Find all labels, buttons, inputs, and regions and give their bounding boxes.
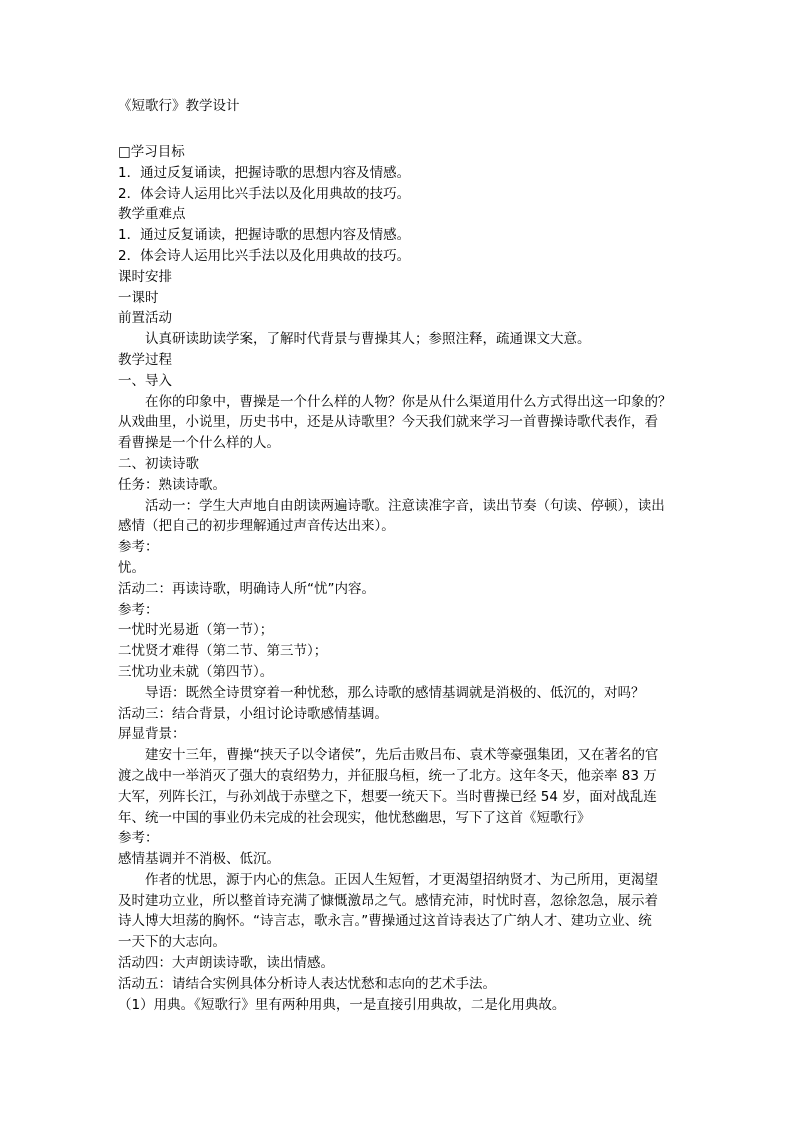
- text-line: 感情基调并不消极、低沉。: [118, 851, 280, 868]
- text-line: 教学重难点: [118, 206, 186, 223]
- text-line: 一天下的大志向。: [118, 934, 226, 951]
- text-line: 年、统一中国的事业仍未完成的社会现实，他忧愁幽思，写下了这首《短歌行》: [118, 809, 591, 826]
- text-line: 三忧功业未就（第四节）。: [118, 663, 274, 680]
- text-line: 二、初读诗歌: [118, 455, 199, 472]
- document-page: [118, 96, 678, 1015]
- text-line: 活动四：大声朗读诗歌，读出情感。: [118, 955, 334, 972]
- text-line: 及时建功立业，所以整首诗充满了慷慨激昂之气。感情充沛，时忧时喜，忽徐忽急，展示着: [118, 892, 658, 909]
- text-line: 认真研读助读学案，了解时代背景与曹操其人；参照注释，疏通课文大意。: [145, 331, 591, 348]
- text-line: 教学过程: [118, 351, 172, 368]
- document-title: 《短歌行》教学设计: [118, 98, 240, 114]
- text-line: 活动二：再读诗歌，明确诗人所“忧”内容。: [118, 580, 375, 597]
- text-line: 建安十三年，曹操“挟天子以令诸侯”，先后击败吕布、袁术等豪强集团，又在著名的官: [145, 747, 659, 764]
- text-line: 1．通过反复诵读，把握诗歌的思想内容及情感。: [118, 164, 411, 181]
- text-line: 参考：: [118, 539, 159, 556]
- text-line: □学习目标: [118, 144, 185, 160]
- text-line: 前置活动: [118, 310, 172, 327]
- text-line: （1）用典。《短歌行》里有两种用典，一是直接引用典故，二是化用典故。: [118, 996, 566, 1013]
- text-line: 2．体会诗人运用比兴手法以及化用典故的技巧。: [118, 185, 411, 202]
- text-line: 课时安排: [118, 268, 172, 285]
- text-line: 作者的忧思，源于内心的焦急。正因人生短暂，才更渴望招纳贤才、为己所用，更渴望: [145, 871, 658, 888]
- text-line: 从戏曲里，小说里，历史书中，还是从诗歌里？今天我们就来学习一首曹操诗歌代表作，看: [118, 414, 658, 431]
- text-line: 感情（把自己的初步理解通过声音传达出来）。: [118, 518, 395, 535]
- text-line: 参考：: [118, 601, 159, 618]
- text-line: 忧。: [118, 559, 145, 576]
- text-line: 看曹操是一个什么样的人。: [118, 435, 280, 452]
- text-line: 活动五：请结合实例具体分析诗人表达忧愁和志向的艺术手法。: [118, 975, 496, 992]
- text-line: 1．通过反复诵读，把握诗歌的思想内容及情感。: [118, 227, 411, 244]
- text-line: 二忧贤才难得（第二节、第三节）；: [118, 643, 328, 660]
- text-line: 2．体会诗人运用比兴手法以及化用典故的技巧。: [118, 247, 411, 264]
- text-line: 一忧时光易逝（第一节）；: [118, 622, 274, 639]
- text-line: 导语：既然全诗贯穿着一种忧愁，那么诗歌的感情基调就是消极的、低沉的，对吗？: [145, 684, 645, 701]
- text-line: 一、导入: [118, 372, 172, 389]
- text-line: 渡之战中一举消灭了强大的袁绍势力，并征服乌桓，统一了北方。这年冬天，他亲率 83 万: [118, 767, 657, 784]
- text-line: 活动三：结合背景，小组讨论诗歌感情基调。: [118, 705, 388, 722]
- text-line: 活动一：学生大声地自由朗读两遍诗歌。注意读准字音，读出节奏（句读、停顿），读出: [145, 497, 665, 514]
- text-line: 在你的印象中，曹操是一个什么样的人物？你是从什么渠道用什么方式得出这一印象的？: [145, 393, 672, 410]
- text-line: 任务：熟读诗歌。: [118, 476, 226, 493]
- text-line: 参考：: [118, 830, 159, 847]
- text-line: 诗人博大坦荡的胸怀。“诗言志，歌永言。”曹操通过这首诗表达了广纳人才、建功立业、统: [118, 913, 652, 930]
- text-line: 大军，列阵长江，与孙刘战于赤壁之下，想要一统天下。当时曹操已经 54 岁，面对战乱连: [118, 788, 657, 805]
- text-line: 一课时: [118, 289, 159, 306]
- text-line: 屏显背景：: [118, 726, 186, 743]
- document-body: [118, 142, 678, 1015]
